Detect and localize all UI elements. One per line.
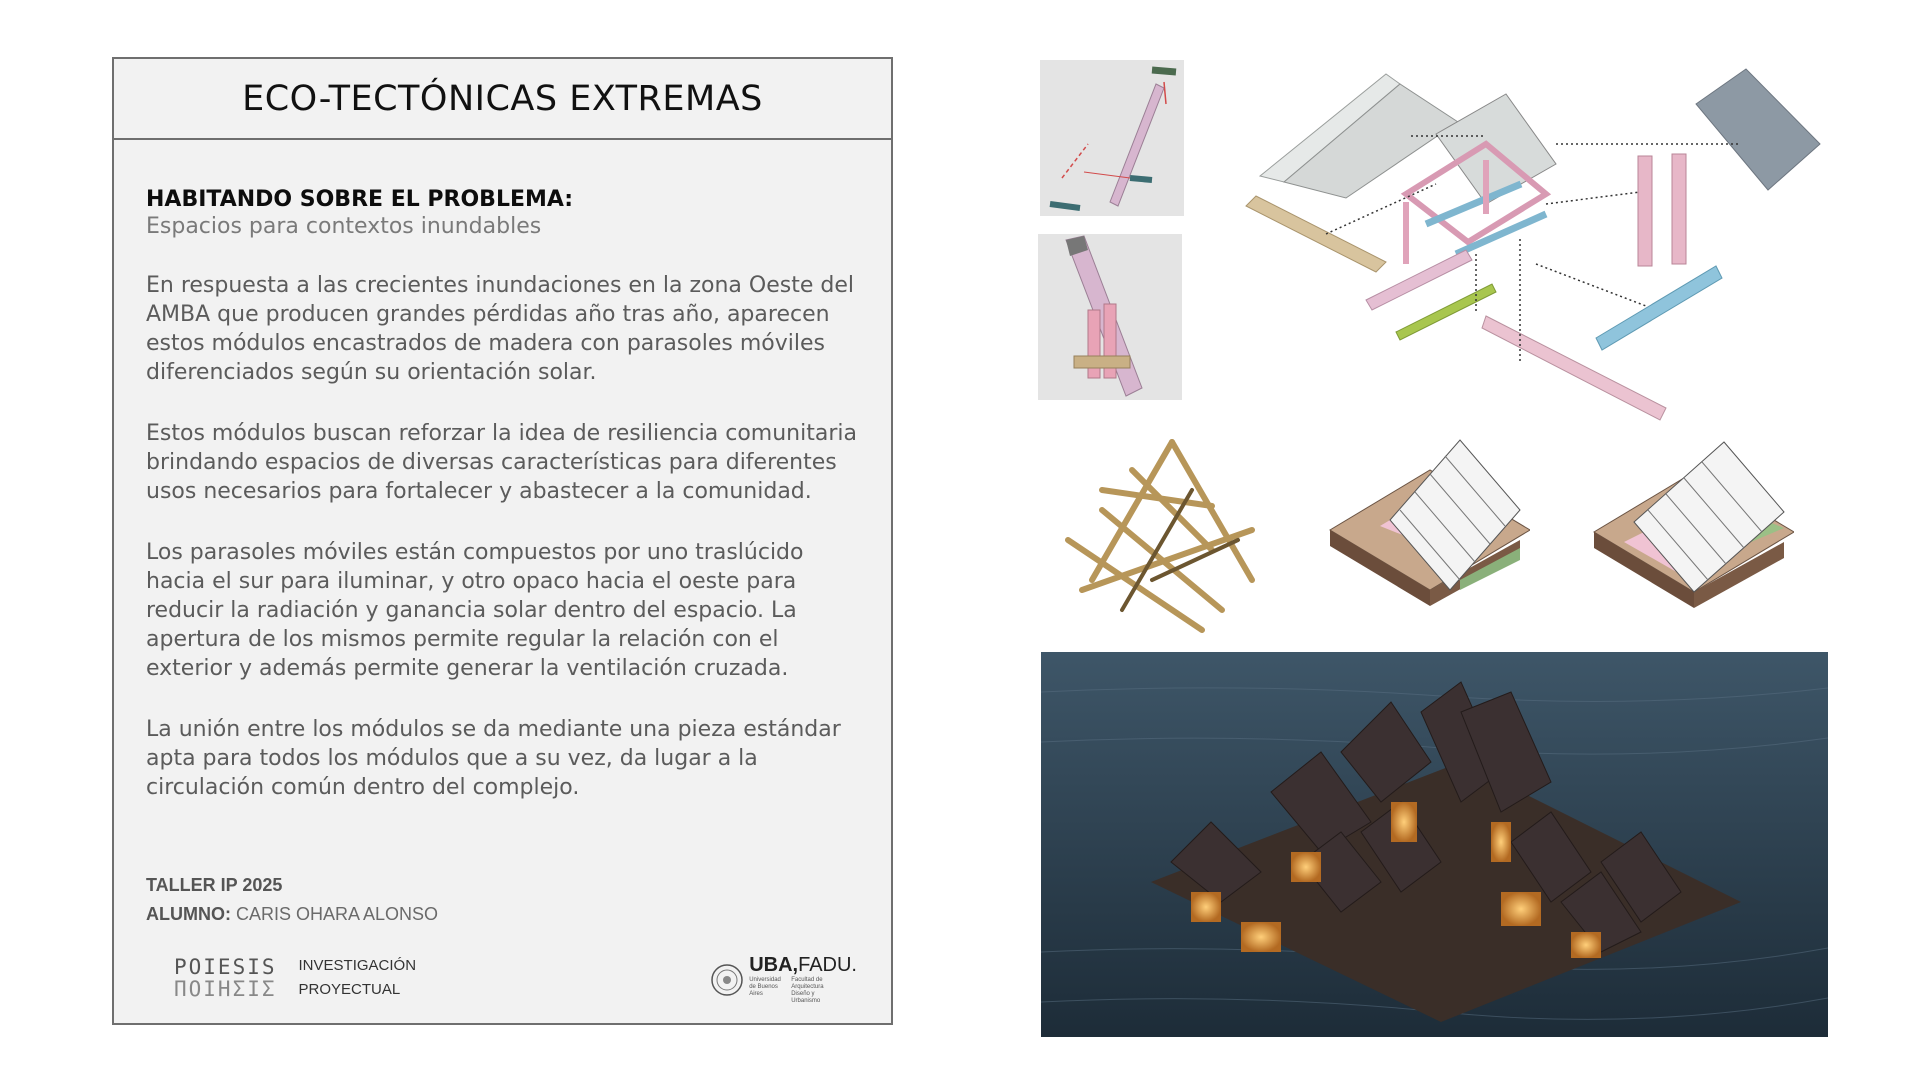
poiesis-latin: POIESIS <box>174 955 277 979</box>
section-subheading: Espacios para contextos inundables <box>146 214 542 239</box>
title-bar <box>114 59 891 140</box>
description <box>146 187 866 802</box>
workshop-label: TALLER IP 2025 <box>146 875 283 895</box>
poiesis-line1: INVESTIGACIÓN <box>298 957 417 974</box>
paragraph-sunshades: Los parasoles móviles están compuestos por uno traslúcido hacia el sur para iluminar, y otro opaco hacia el oeste para reducir la radiación y ganancia solar dentro del espacio. La apertura de los mismos permite regular la relación con el exterior y además permite generar la ventilación cruzada. <box>146 540 804 681</box>
poiesis-greek: ΠΟΙΗΣΙΣ <box>174 977 277 1001</box>
uba-bold: UBA, <box>749 954 799 976</box>
joint-detail-image-1 <box>1040 60 1184 216</box>
uba-wordmark <box>749 954 857 1005</box>
exploded-axonometric-drawing <box>1236 64 1836 434</box>
joint-detail-image-2 <box>1038 234 1182 400</box>
uba-fadu: FADU. <box>798 954 857 976</box>
poiesis-logo <box>174 954 416 1002</box>
poiesis-caption <box>299 954 417 1002</box>
paragraph-flooding: En respuesta a las crecientes inundaciones en la zona Oeste del AMBA que producen grandes pérdidas año tras año, aparecen estos módulos encastrados de madera con parasoles móviles diferenciados según su orientación solar. <box>146 273 854 385</box>
floating-modules-render <box>1041 652 1828 1037</box>
uba-seal-icon <box>711 964 743 996</box>
paragraph-union: La unión entre los módulos se da mediante una pieza estándar apta para todos los módulos que a su vez, da lugar a la circulación común dentro del complejo. <box>146 717 841 800</box>
section-heading: HABITANDO SOBRE EL PROBLEMA: <box>146 187 574 212</box>
text-panel <box>112 57 893 1025</box>
uba-sub-faculty: Facultad de Arquitectura Diseño y Urbanismo <box>791 977 824 1004</box>
uba-fadu-logo <box>711 954 857 1005</box>
module-render-2 <box>1584 432 1794 632</box>
poiesis-line2: PROYECTUAL <box>298 981 401 998</box>
poiesis-wordmark <box>174 956 277 1000</box>
uba-sub-university: Universidad de Buenos Aires <box>749 977 781 997</box>
paragraph-resilience: Estos módulos buscan reforzar la idea de resiliencia comunitaria brindando espacios de diversas características para diferentes usos necesarios para fortalecer y abastecer a la comunidad. <box>146 421 857 504</box>
student-name: CARIS OHARA ALONSO <box>236 904 439 924</box>
credits <box>146 875 438 933</box>
module-render-1 <box>1320 430 1530 630</box>
student-label: ALUMNO: <box>146 904 231 924</box>
timber-structure-model <box>1062 430 1262 636</box>
page-title: ECO-TECTÓNICAS EXTREMAS <box>242 78 763 119</box>
